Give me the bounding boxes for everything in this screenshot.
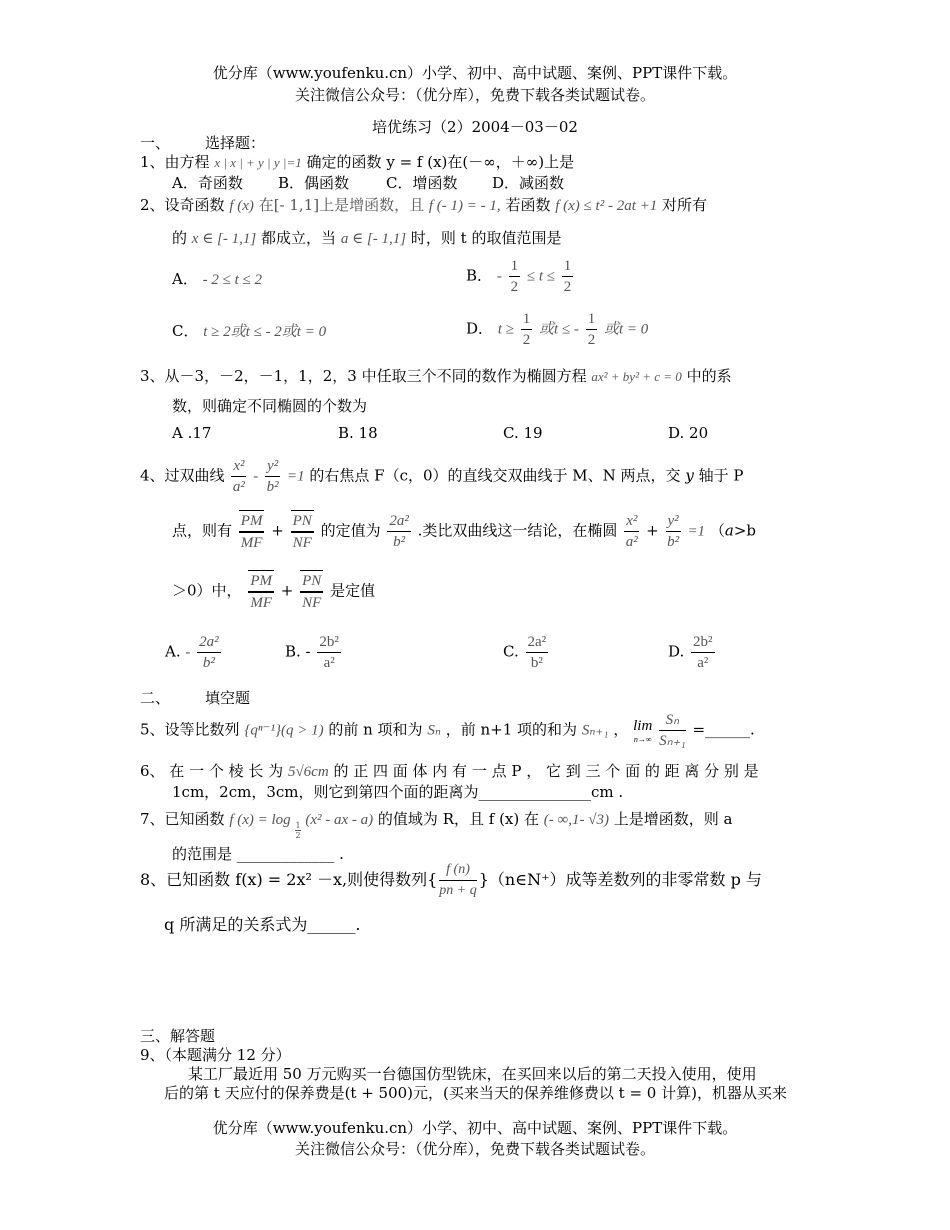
frac-den: b² xyxy=(530,655,543,671)
q4-text-2: 轴于 P xyxy=(698,466,744,485)
frac-den: b² xyxy=(393,534,406,550)
q4-option-a-frac xyxy=(197,632,221,673)
q2-option-d-m2: 或t ≤ - xyxy=(539,321,579,338)
frac-num: 1 xyxy=(562,256,574,277)
question-2 xyxy=(140,194,707,215)
frac-num: 1 xyxy=(586,309,598,330)
frac-den: a² xyxy=(697,655,709,671)
q4-l2-d: （ xyxy=(709,521,725,540)
q8-frac xyxy=(439,860,476,901)
q5-frac xyxy=(659,710,686,751)
q3-text-1: 3、从－3，－2，－1，1，2，3 中任取三个不同的数作为椭圆方程 xyxy=(140,367,587,385)
q5-text-2: ，前 n+1 项的和为 xyxy=(445,720,578,739)
q8-prefix: 8、已知函数 f(x) = 2x² －x,则使得数列{ xyxy=(140,870,438,889)
q2-inequality: f (x) ≤ t² - 2at +1 xyxy=(555,198,658,214)
frac-num: x² xyxy=(624,511,639,532)
q1-option-a: A．奇函数 xyxy=(172,174,243,192)
q4-l2-a: 点，则有 xyxy=(172,521,233,540)
q4-frac-x2a2-ellipse xyxy=(624,511,639,552)
frac-den: 2 xyxy=(510,279,519,295)
q7-base-num: 1 xyxy=(295,821,301,830)
q4-option-d-frac xyxy=(691,632,715,673)
q7-base-den: 2 xyxy=(295,831,301,840)
frac-den: 2 xyxy=(563,279,572,295)
frac-den: b² xyxy=(202,655,215,671)
q4-l2-c: .类比双曲线这一结论，在椭圆 xyxy=(417,521,618,540)
q3-option-d: D. 20 xyxy=(668,424,709,442)
q2-option-c xyxy=(172,320,326,341)
q4-option-c xyxy=(503,632,550,673)
q6-text-1: 6、 在 一 个 棱 长 为 xyxy=(140,762,284,780)
q2-option-b-mid: ≤ t ≤ xyxy=(526,268,556,285)
q7-l2-text: 的范围是 xyxy=(172,845,233,863)
frac-num: 2a² xyxy=(197,632,221,653)
question-6 xyxy=(140,760,812,781)
q4-line-3 xyxy=(172,570,375,613)
q2-line-2 xyxy=(172,227,561,248)
frac-den: MF xyxy=(239,532,265,553)
frac-num: PM xyxy=(239,510,265,532)
q2-option-b-frac-2 xyxy=(562,256,574,297)
q4-frac-y2b2 xyxy=(265,456,280,497)
q4-eq1: =1 xyxy=(286,468,305,485)
q4-option-c-label: C. xyxy=(503,642,519,661)
q6-edge: 5√6cm xyxy=(287,764,329,780)
q4-frac-pn-nf xyxy=(291,510,314,553)
q2-option-d-label: D． xyxy=(466,319,494,338)
frac-den: MF xyxy=(248,592,274,613)
frac-num: Sₙ xyxy=(659,710,686,731)
q8-end: . xyxy=(355,915,361,934)
frac-num: f (n) xyxy=(439,860,476,881)
q2-l2-b: x ∈ [- 1,1] xyxy=(191,231,257,247)
q4-minus: - xyxy=(253,468,259,485)
q7-arg: (x² - ax - a) xyxy=(305,812,374,828)
q2-l2-a: 的 xyxy=(172,229,188,247)
q9-line-1: 某工厂最近用 50 万元购买一台德国仿型铣床，在买回来以后的第二天投入使用，使用 xyxy=(188,1065,757,1083)
q5-eq: = xyxy=(692,720,706,739)
q4-prefix: 4、过双曲线 xyxy=(140,466,225,485)
q1-mid: 确定的函数 xyxy=(306,153,382,171)
q3-equation: ax² + by² + c = 0 xyxy=(591,369,682,384)
q1-option-c: C．增函数 xyxy=(386,174,458,192)
q4-option-a xyxy=(165,632,223,673)
q5-comma: ， xyxy=(613,720,629,739)
q4-plus-2: + xyxy=(646,521,659,540)
frac-den: 2 xyxy=(522,332,531,348)
q2-option-d-frac-2 xyxy=(586,309,598,350)
frac-num: 2b² xyxy=(317,632,341,653)
q5-prefix: 5、设等比数列 xyxy=(140,720,240,739)
q2-option-c-math: t ≥ 2或t ≤ - 2或t = 0 xyxy=(203,324,327,340)
q2-l2-c: 都成立，当 xyxy=(261,229,337,247)
frac-num: 1 xyxy=(521,309,533,330)
frac-num: 2a² xyxy=(526,632,549,653)
q5-sn: Sₙ xyxy=(427,722,441,739)
q4-frac-x2a2 xyxy=(231,456,246,497)
frac-num: PN xyxy=(300,570,323,592)
q4-y-axis: y xyxy=(685,466,694,485)
q2-option-d-m3: 或t = 0 xyxy=(604,321,649,338)
q7-interval: (- ∞,1- √3) xyxy=(543,812,609,828)
frac-num: 2b² xyxy=(691,632,715,653)
q2-f2: f (- 1) = - 1, xyxy=(428,198,501,214)
frac-den: b² xyxy=(667,534,680,550)
frac-den: Sₙ₊₁ xyxy=(659,733,686,749)
frac-num: 2a² xyxy=(387,511,411,532)
q4-text-1: 的右焦点 F（c，0）的直线交双曲线于 M、N 两点，交 xyxy=(309,466,681,485)
q1-function: y = f (x)在(－∞，＋∞)上是 xyxy=(386,153,575,171)
q3-option-a: A .17 xyxy=(172,424,212,442)
q3-option-b: B. 18 xyxy=(338,424,378,442)
frac-den: NF xyxy=(300,592,323,613)
header-line-2: 关注微信公众号：（优分库），免费下载各类试题试卷。 xyxy=(294,86,655,104)
frac-den: NF xyxy=(291,532,314,553)
frac-den: b² xyxy=(266,479,279,495)
q7-fx: f (x) = log xyxy=(229,812,291,828)
q5-limit xyxy=(633,717,652,744)
q2-option-a xyxy=(172,268,262,289)
frac-num: 1 xyxy=(509,256,521,277)
q3-option-c: C. 19 xyxy=(503,424,543,442)
question-1 xyxy=(140,151,574,172)
q7-answer-blank[interactable]: _____________ xyxy=(236,845,335,863)
frac-den: a² xyxy=(232,479,245,495)
section-2-label: 填空题 xyxy=(205,689,251,707)
q9-line-2: 后的第 t 天应付的保养费是(t + 500)元，(买来当天的保养维修费以 t = 0 计算)，机器从买来 xyxy=(164,1084,787,1102)
question-4 xyxy=(140,456,743,497)
q2-option-b-label: B． xyxy=(466,266,493,285)
q4-option-b xyxy=(285,632,343,673)
frac-den: 2 xyxy=(587,332,596,348)
q8-mid: }（n∈N⁺）成等差数列的非零常数 p 与 xyxy=(478,870,762,889)
q4-eq1-ellipse: =1 xyxy=(687,523,706,540)
q8-answer-blank[interactable]: ______ xyxy=(307,915,356,934)
q2-option-a-math: - 2 ≤ t ≤ 2 xyxy=(202,272,263,288)
section-3-label: 三、解答题 xyxy=(140,1027,216,1045)
q4-option-b-label: B. - xyxy=(285,642,311,661)
frac-num: y² xyxy=(666,511,681,532)
frac-den: a² xyxy=(323,655,335,671)
q4-l3-b: 是定值 xyxy=(330,581,376,600)
q4-plus-3: + xyxy=(280,581,294,600)
q7-end: . xyxy=(339,845,344,863)
q4-option-b-frac xyxy=(317,632,341,673)
q8-line-2 xyxy=(164,912,360,935)
q4-option-d-label: D. xyxy=(668,642,685,661)
q2-option-a-label: A． xyxy=(172,270,198,288)
q4-frac-pn-nf-2 xyxy=(300,570,323,613)
q5-lim-sub: n→∞ xyxy=(633,735,652,744)
q2-option-d-m1: t ≥ xyxy=(497,321,514,338)
q6-answer-blank[interactable]: _______________ xyxy=(478,783,592,801)
section-1-number: 一、 xyxy=(140,134,171,152)
q4-option-c-frac xyxy=(526,632,549,673)
q3-text-2: 中的系 xyxy=(686,367,732,385)
q4-frac-2a2-b2 xyxy=(387,511,411,552)
frac-num: y² xyxy=(265,456,280,477)
question-3 xyxy=(140,365,732,386)
q4-frac-y2b2-ellipse xyxy=(666,511,681,552)
q6-l2-end: cm . xyxy=(591,783,624,801)
q4-a-symbol: a xyxy=(724,521,734,540)
frac-num: x² xyxy=(231,456,246,477)
frac-num: PM xyxy=(248,570,274,592)
q6-line-2 xyxy=(172,781,623,802)
q1-equation: x | x | + y | y |=1 xyxy=(214,155,302,170)
q4-frac-pm-mf-2 xyxy=(248,570,274,613)
q2-option-c-label: C． xyxy=(172,322,199,340)
q5-lim-label: lim xyxy=(633,718,653,734)
q4-frac-pm-mf xyxy=(239,510,265,553)
q2-text-3: 对所有 xyxy=(662,196,708,214)
q7-log-base xyxy=(295,821,300,840)
footer-line-2: 关注微信公众号：（优分库），免费下载各类试题试卷。 xyxy=(294,1140,655,1158)
q2-f: f (x) xyxy=(229,198,254,214)
q8-l2-text: q 所满足的关系式为 xyxy=(164,915,308,934)
q4-l2-b: 的定值为 xyxy=(320,521,381,540)
q2-l2-e: 时，则 t 的取值范围是 xyxy=(410,229,562,247)
frac-den: a² xyxy=(625,534,638,550)
frac-num: PN xyxy=(291,510,314,532)
q4-l2-e: >b xyxy=(733,521,756,540)
q4-option-a-minus: - xyxy=(185,644,191,661)
q1-option-d: D．减函数 xyxy=(492,174,565,192)
question-7 xyxy=(140,808,732,840)
question-5 xyxy=(140,710,755,751)
header-line-1: 优分库（www.youfenku.cn）小学、初中、高中试题、案例、PPT课件下载。 xyxy=(212,64,738,82)
q7-text-2: 上是增函数，则 a xyxy=(613,810,733,828)
question-8 xyxy=(140,860,762,901)
section-1-label: 选择题： xyxy=(205,134,266,152)
q4-plus: + xyxy=(271,521,284,540)
q2-option-b-minus: - xyxy=(496,268,502,285)
q2-option-b xyxy=(466,256,575,297)
q5-sn1: Sₙ₊₁ xyxy=(581,722,609,739)
q2-option-d xyxy=(466,309,648,350)
section-2-number: 二、 xyxy=(140,689,171,707)
q7-prefix: 7、已知函数 xyxy=(140,810,225,828)
page-title: 培优练习（2）2004－03－02 xyxy=(372,118,578,136)
q9-heading: 9、（本题满分 12 分） xyxy=(140,1046,291,1064)
q7-text-1: 的值域为 R，且 f (x) 在 xyxy=(377,810,540,828)
q5-sequence: {qⁿ⁻¹}(q > 1) xyxy=(244,722,324,739)
q1-prefix: 1、由方程 xyxy=(140,153,210,171)
q3-line-2: 数，则确定不同椭圆的个数为 xyxy=(172,397,368,415)
frac-den: pn + q xyxy=(439,883,477,898)
q5-text-1: 的前 n 项和为 xyxy=(328,720,423,739)
q6-l2-text: 1cm，2cm，3cm，则它到第四个面的距离为 xyxy=(172,783,479,801)
q2-l2-d: a ∈ [- 1,1] xyxy=(340,231,407,247)
q1-option-b: B．偶函数 xyxy=(278,174,350,192)
q2-option-b-frac-1 xyxy=(509,256,521,297)
q4-option-d xyxy=(668,632,717,673)
q2-text-2: 若函数 xyxy=(505,196,551,214)
q6-text-2: 的 正 四 面 体 内 有 一 点 P ， 它 到 三 个 面 的 距 离 分 别 是 xyxy=(333,762,759,780)
q5-answer-blank[interactable]: ______ xyxy=(705,720,751,739)
q2-option-d-frac-1 xyxy=(521,309,533,350)
q5-end: . xyxy=(750,720,755,739)
q2-text-1: 在[- 1,1]上是增函数，且 xyxy=(258,196,425,214)
q4-l3-a: ＞0）中， xyxy=(172,581,242,600)
footer-line-1: 优分库（www.youfenku.cn）小学、初中、高中试题、案例、PPT课件下载。 xyxy=(212,1119,738,1137)
q2-prefix: 2、设奇函数 xyxy=(140,196,225,214)
q4-line-2 xyxy=(172,510,756,553)
q4-option-a-label: A. xyxy=(165,642,181,661)
